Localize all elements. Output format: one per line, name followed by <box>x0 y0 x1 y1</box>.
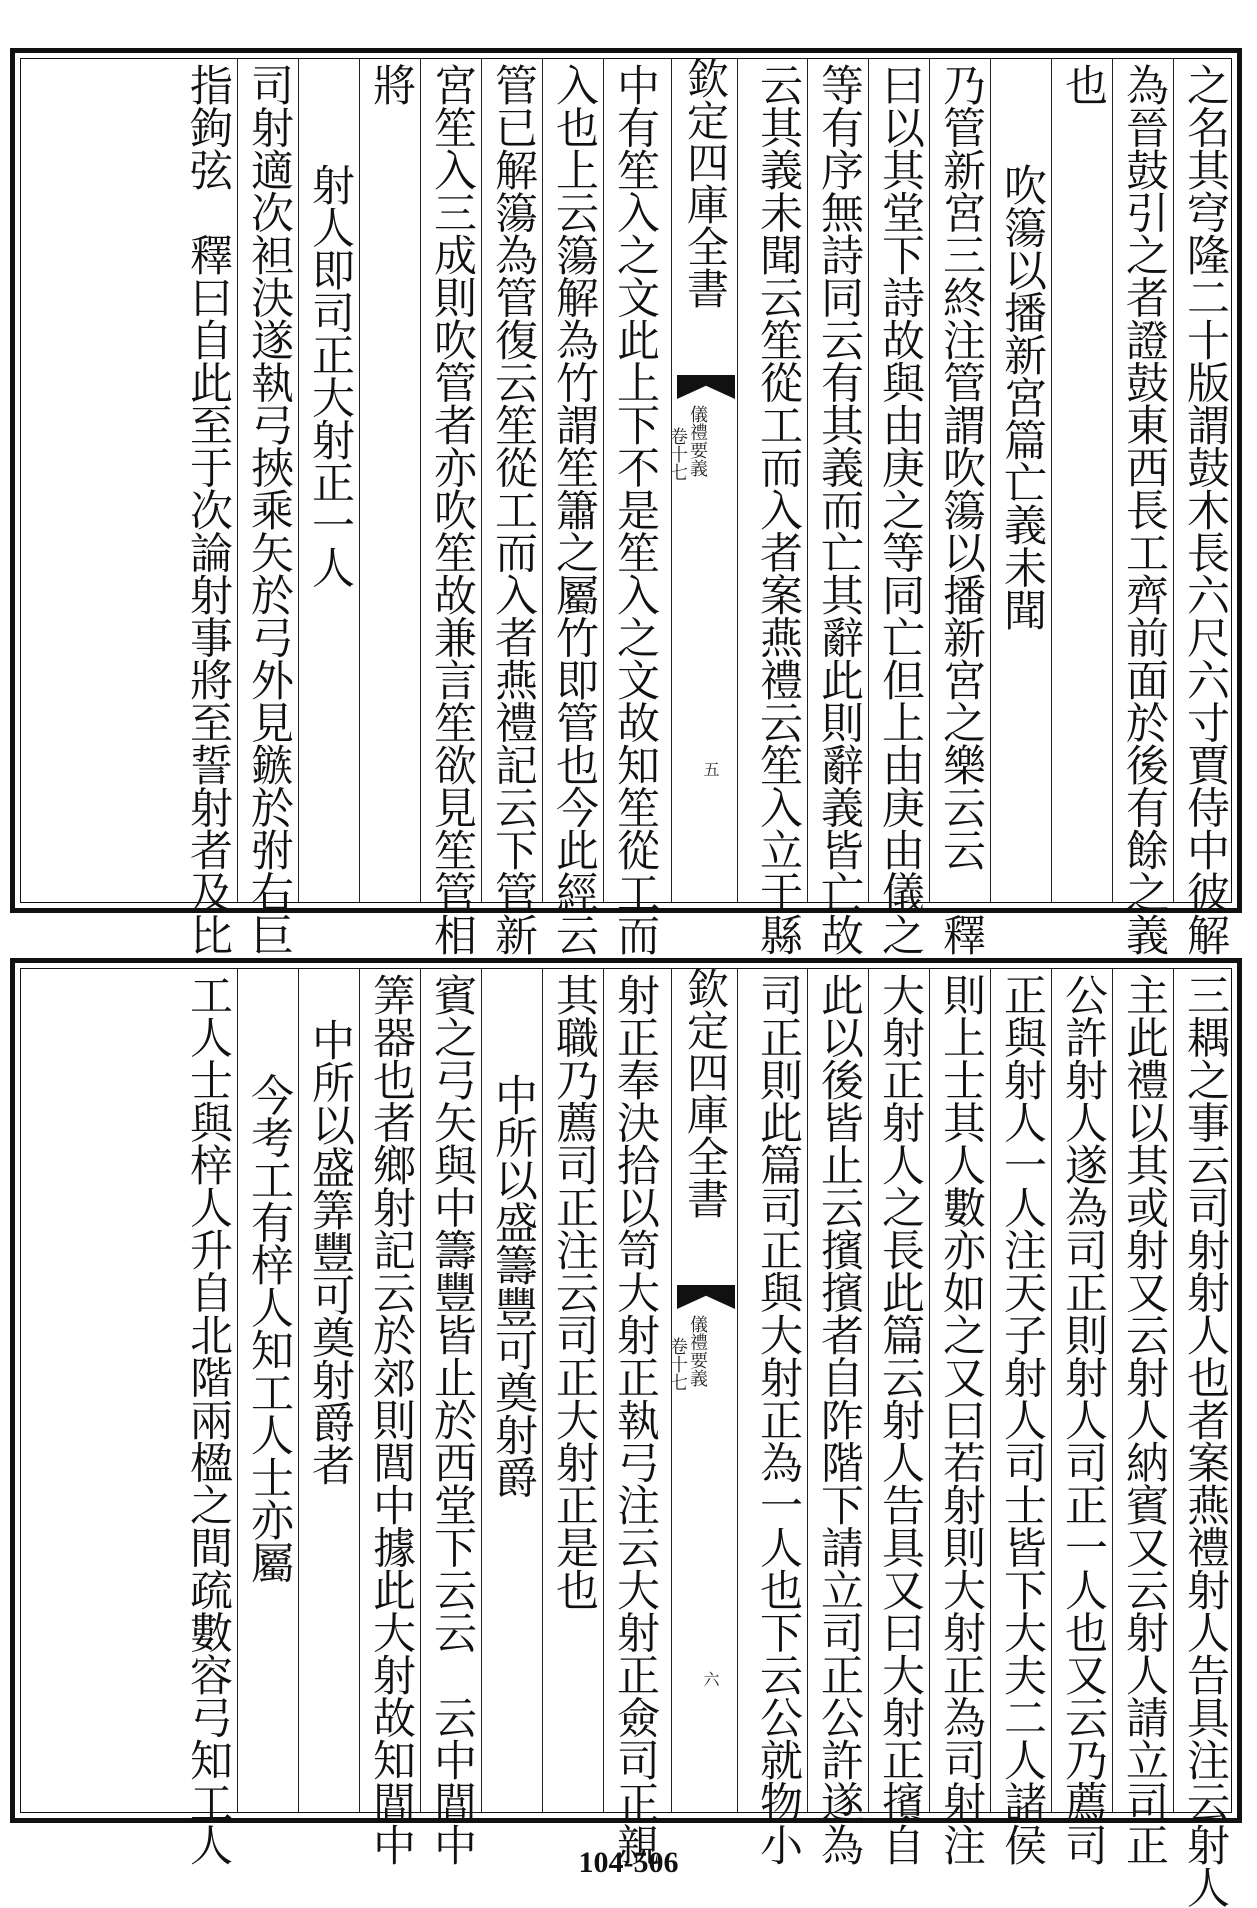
center-fold <box>667 963 755 1818</box>
column-text: 則上士其人數亦如之又曰若射則大射正為司射注 <box>936 973 986 1866</box>
text-column <box>243 1073 295 1808</box>
column-text: 大射正射人之長此篇云射人告具又曰大射正擯自 <box>875 973 925 1866</box>
text-column <box>874 973 926 1866</box>
chapter-title: 儀禮要義 <box>687 1315 708 1387</box>
text-column <box>182 973 234 1866</box>
fishtail-mark <box>677 375 735 399</box>
text-column <box>1118 63 1170 956</box>
text-column <box>752 63 804 956</box>
text-column <box>609 63 661 956</box>
fishtail-mark <box>677 1285 735 1309</box>
column-text: 三耦之事云司射射人也者案燕禮射人告具注云射人 <box>1180 973 1230 1908</box>
column-text: 吹簜以播新宮篇亡義未聞 <box>997 163 1047 631</box>
volume-label: 卷十七 <box>667 427 688 481</box>
column-rule <box>1051 59 1052 902</box>
column-rule <box>420 59 421 902</box>
column-text: 管已解簜為管復云笙從工而入者燕禮記云下管新 <box>488 63 538 956</box>
column-text: 主此禮以其或射又云射人納賓又云射人請立司正 <box>1119 973 1169 1866</box>
text-column <box>304 163 356 898</box>
column-rule <box>298 59 299 902</box>
column-text: 其職乃薦司正注云司正大射正是也 <box>549 973 599 1611</box>
text-column <box>365 973 417 1866</box>
column-text: 也 <box>1058 63 1108 106</box>
fold-rule <box>737 59 738 902</box>
text-column <box>874 63 926 956</box>
text-column <box>487 1073 539 1808</box>
column-text: 入也上云簜解為竹謂笙簫之屬竹即管也今此經云 <box>549 63 599 956</box>
column-text: 正與射人一人注天子射人司士皆下大夫二人諸侯 <box>997 973 1047 1866</box>
fold-rule <box>737 969 738 1812</box>
book-title: 欽定四庫全書 <box>681 967 730 1219</box>
text-column <box>1118 973 1170 1866</box>
column-rule <box>1173 59 1174 902</box>
column-rule <box>237 969 238 1812</box>
column-text: 等有序無詩同云有其義而亡其辭此則辭義皆亡故 <box>814 63 864 956</box>
column-text: 筭器也者鄉射記云於郊則閭中據此大射故知閭中 <box>366 973 416 1866</box>
column-rule <box>990 969 991 1812</box>
column-rule <box>359 59 360 902</box>
column-rule <box>868 59 869 902</box>
column-text: 之名其穹隆二十版謂鼓木長六尺六寸賈侍中彼解 <box>1180 63 1230 956</box>
text-column <box>996 973 1048 1866</box>
column-text: 工人士與梓人升自北階兩楹之間疏數容弓知工人 <box>183 973 233 1866</box>
page-number: 五 <box>701 761 720 777</box>
column-text: 為晉鼓引之者證鼓東西長工齊前面於後有餘之義 <box>1119 63 1169 956</box>
chapter-title: 儀禮要義 <box>687 405 708 477</box>
column-rule <box>481 969 482 1812</box>
column-text: 云其義未聞云笙從工而入者案燕禮云笙入立于縣 <box>753 63 803 956</box>
column-rule <box>359 969 360 1812</box>
text-column <box>996 163 1048 898</box>
column-rule <box>603 969 604 1812</box>
column-text: 射人即司正大射正一人 <box>305 163 355 588</box>
text-column <box>1057 973 1109 1866</box>
text-column <box>426 973 478 1866</box>
column-rule <box>929 59 930 902</box>
column-text: 宮笙入三成則吹管者亦吹笙故兼言笙欲見笙管相 <box>427 63 477 956</box>
text-column <box>487 63 539 956</box>
book-title: 欽定四庫全書 <box>681 57 730 309</box>
column-text: 指鉤弦 釋曰自此至于次論射事將至誓射者及比 <box>183 63 233 956</box>
text-column <box>548 63 600 956</box>
column-text: 將 <box>366 63 416 106</box>
text-column <box>609 973 661 1866</box>
column-rule <box>1112 969 1113 1812</box>
column-rule <box>420 969 421 1812</box>
column-text: 中所以盛籌豐可奠射爵 <box>488 1073 538 1498</box>
text-column <box>304 1018 356 1808</box>
center-fold <box>667 53 755 908</box>
column-rule <box>542 59 543 902</box>
column-rule <box>807 59 808 902</box>
page-number: 六 <box>701 1671 720 1687</box>
column-rule <box>298 969 299 1812</box>
text-column <box>365 63 417 898</box>
text-column <box>243 63 295 956</box>
column-text: 乃管新宮三終注管謂吹簜以播新宮之樂云云 釋 <box>936 63 986 956</box>
column-rule <box>481 59 482 902</box>
column-text: 射正奉決拾以笥大射正執弓注云大射正僉司正親 <box>610 973 660 1866</box>
text-column <box>935 63 987 956</box>
column-rule <box>237 59 238 902</box>
column-rule <box>807 969 808 1812</box>
text-column <box>935 973 987 1866</box>
text-column <box>813 63 865 956</box>
column-rule <box>542 969 543 1812</box>
column-text: 曰以其堂下詩故與由庚之等同亡但上由庚由儀之 <box>875 63 925 956</box>
column-rule <box>1112 59 1113 902</box>
text-column <box>1179 973 1231 1908</box>
column-text: 此以後皆止云擯擯者自阼階下請立司正公許遂為 <box>814 973 864 1866</box>
column-rule <box>929 969 930 1812</box>
column-text: 司正則此篇司正與大射正為一人也下云公就物小 <box>753 973 803 1866</box>
text-column <box>426 63 478 956</box>
column-rule <box>868 969 869 1812</box>
text-column <box>548 973 600 1808</box>
text-column <box>752 973 804 1866</box>
column-rule <box>1173 969 1174 1812</box>
text-column <box>182 63 234 956</box>
column-rule <box>1051 969 1052 1812</box>
column-rule <box>990 59 991 902</box>
text-column <box>813 973 865 1866</box>
column-text: 司射適次袒決遂執弓挾乘矢於弓外見鏃於弣右巨 <box>244 63 294 956</box>
column-rule <box>603 59 604 902</box>
column-text: 今考工有梓人知工人士亦屬 <box>244 1073 294 1583</box>
volume-label: 卷十七 <box>667 1337 688 1391</box>
folio-number: 104-506 <box>578 1846 679 1879</box>
top-page <box>10 48 1242 956</box>
column-text: 中有笙入之文此上下不是笙入之文故知笙從工而 <box>610 63 660 956</box>
text-column <box>1179 63 1231 956</box>
column-text: 中所以盛筭豐可奠射爵者 <box>305 1018 355 1486</box>
column-text: 賓之弓矢與中籌豐皆止於西堂下云云 云中閭中 <box>427 973 477 1866</box>
column-text: 公許射人遂為司正則射人司正一人也又云乃薦司 <box>1058 973 1108 1866</box>
text-column <box>1057 63 1109 898</box>
